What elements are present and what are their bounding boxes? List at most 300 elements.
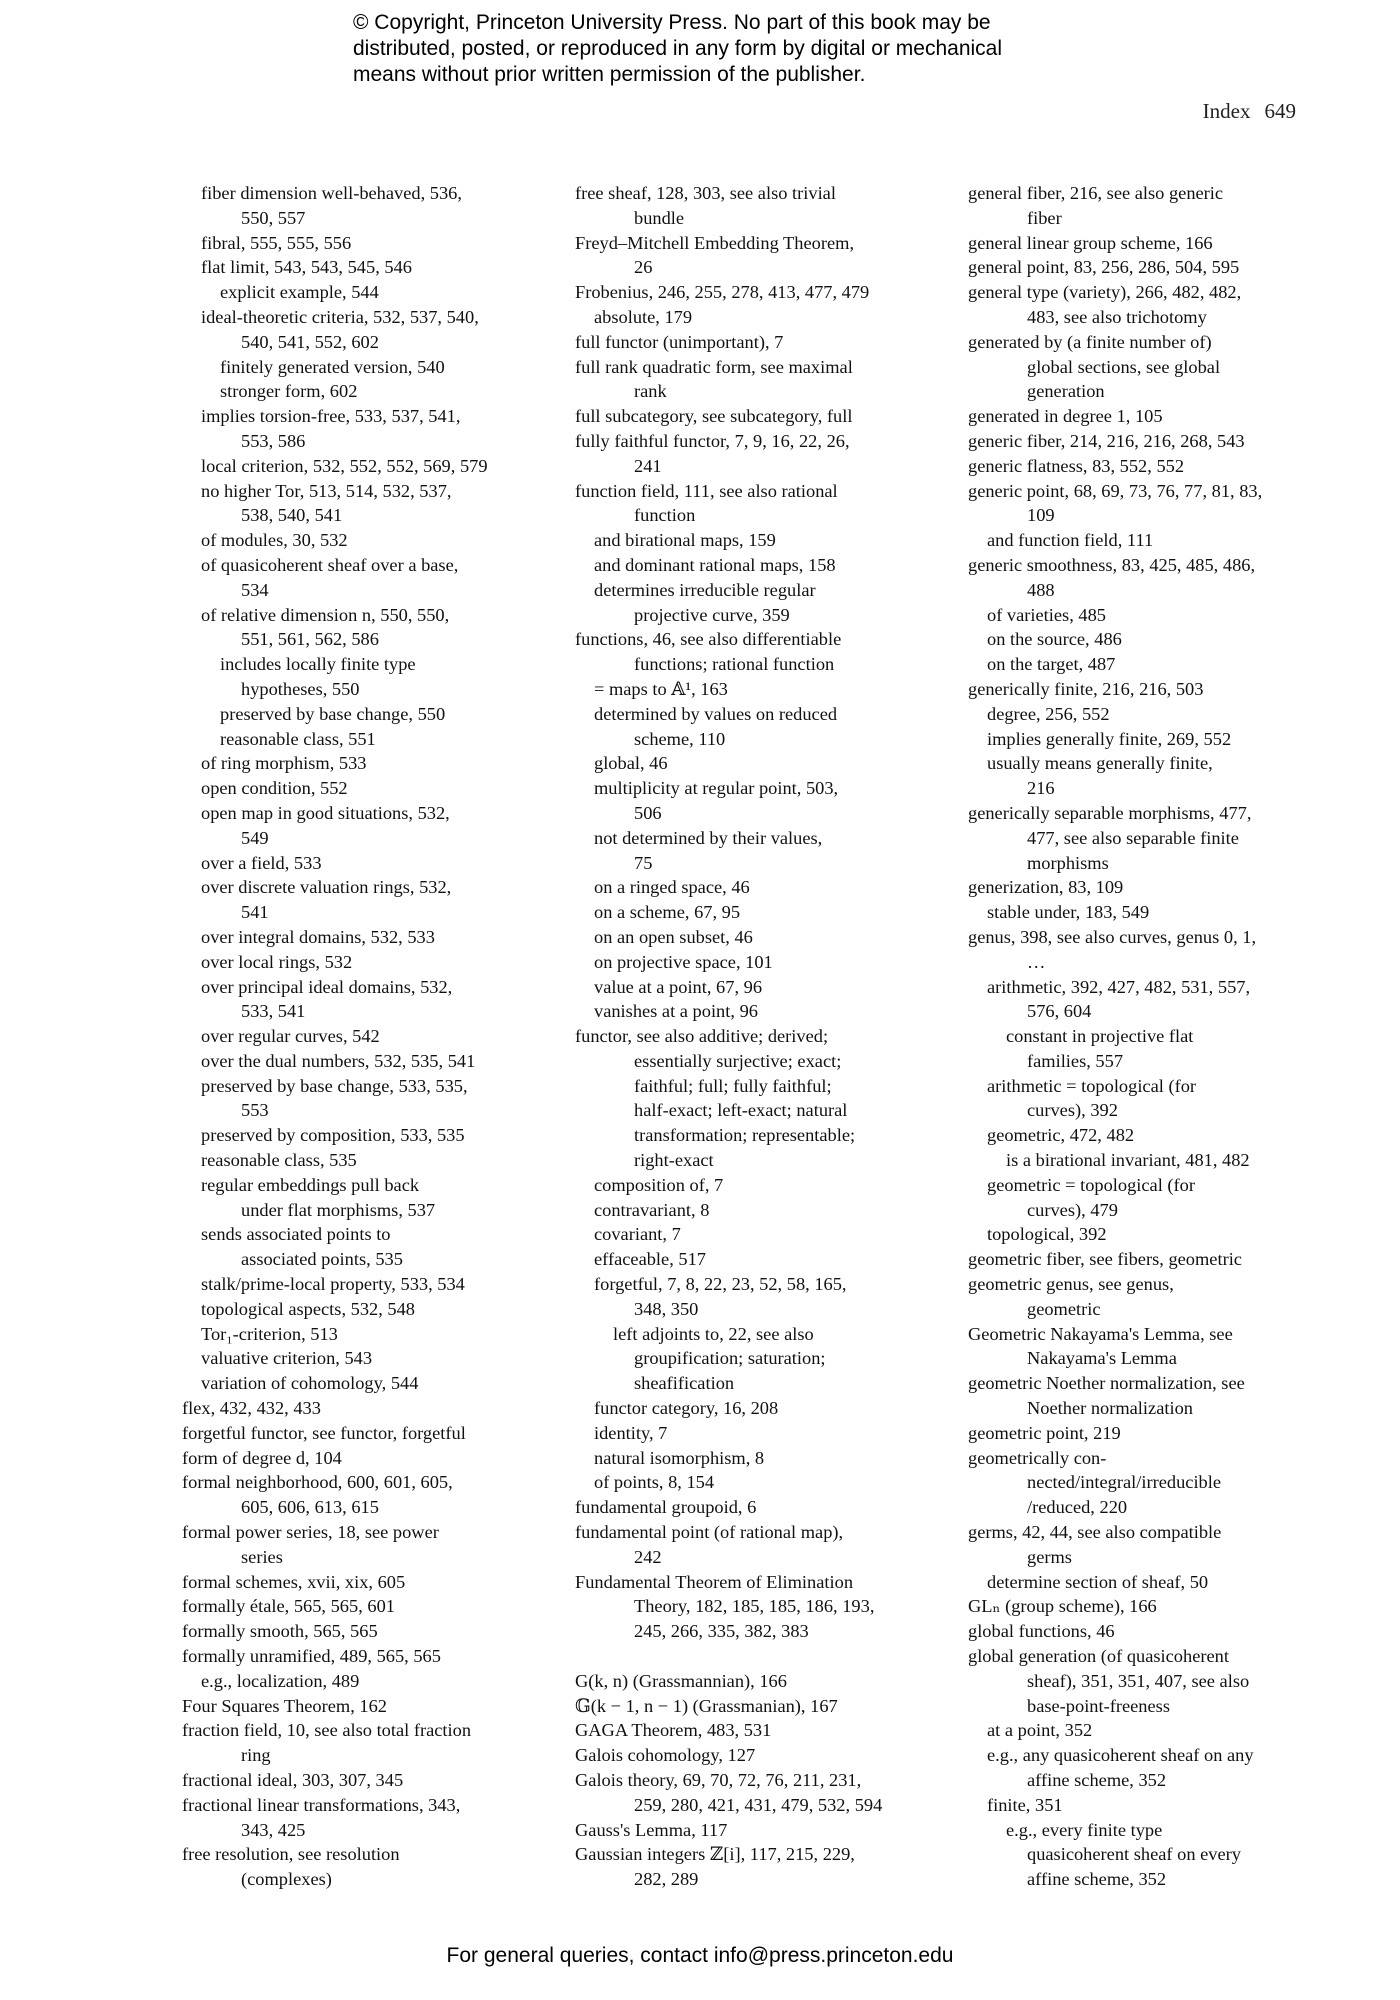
entry-text: over the dual numbers, 532, 535, 541 [201,1050,476,1071]
entry-text: generic point, 68, 69, 73, 76, 77, 81, 83, [968,480,1263,501]
entry-continuation: bundle [634,207,685,228]
entry-text: G(k, n) (Grassmannian), 166 [575,1670,787,1691]
entry-text: fully faithful functor, 7, 9, 16, 22, 26, [575,430,850,451]
entry-text: preserved by base change, 550 [220,703,446,724]
entry-continuation: function [634,505,696,526]
index-entry [968,231,1308,256]
entry-text: on projective space, 101 [594,951,773,972]
entry-continuation: right-exact [634,1150,714,1171]
entry-text: of relative dimension n, 550, 550, [201,604,450,625]
entry-text: at a point, 352 [987,1720,1093,1741]
index-subentry [575,925,920,950]
index-subentry [182,652,527,702]
entry-text: stalk/prime-local property, 533, 534 [201,1274,465,1295]
index-subentry [182,1173,527,1223]
entry-text: valuative criterion, 543 [201,1348,373,1369]
index-subentry [182,1297,527,1322]
entry-continuation: … [1027,951,1046,972]
index-entry [575,1818,920,1843]
entry-text: not determined by their values, [594,827,823,848]
entry-text: forgetful functor, see functor, forgetful [182,1422,466,1443]
index-subentry [575,999,920,1024]
entry-continuation: Theory, 182, 185, 185, 186, 193, [634,1596,875,1617]
entry-text: determine section of sheaf, 50 [987,1571,1209,1592]
index-entry [968,1322,1308,1372]
entry-text: generically separable morphisms, 477, [968,802,1252,823]
index-subentry [182,1222,527,1272]
entry-continuation: 483, see also trichotomy [1027,306,1207,327]
index-subentry [575,776,920,826]
index-subentry [968,1074,1308,1124]
entry-text: fundamental point (of rational map), [575,1522,844,1543]
index-entry [182,1768,527,1793]
index-subentry [182,1346,527,1371]
index-subentry [575,1421,920,1446]
index-entry [968,404,1308,429]
entry-continuation: 538, 540, 541 [241,505,343,526]
index-entry [968,553,1308,603]
entry-text: geometrically con- [968,1447,1107,1468]
entry-text: global, 46 [594,753,668,774]
index-column-1 [182,181,527,1892]
index-entry [575,627,920,677]
entry-text: generic smoothness, 83, 425, 485, 486, [968,554,1256,575]
entry-text: covariant, 7 [594,1224,681,1245]
entry-text: geometric Noether normalization, see [968,1373,1245,1394]
index-subentry [575,702,920,752]
entry-continuation: fiber [1027,207,1062,228]
entry-text: stronger form, 602 [220,381,358,402]
entry-text: on an open subset, 46 [594,926,753,947]
index-entry [182,1421,527,1446]
index-entry [575,330,920,355]
entry-continuation: germs [1027,1546,1072,1567]
entry-text: on a scheme, 67, 95 [594,902,741,923]
entry-text: generic flatness, 83, 552, 552 [968,455,1185,476]
index-subentry [575,1198,920,1223]
index-entry [182,1644,527,1669]
entry-text: geometric point, 219 [968,1422,1121,1443]
index-column-3 [968,181,1308,1892]
entry-continuation: /reduced, 220 [1027,1497,1128,1518]
index-entry [968,429,1308,454]
entry-text: open map in good situations, 532, [201,802,450,823]
index-subentry [968,1793,1308,1818]
index-entry [968,255,1308,280]
entry-text: degree, 256, 552 [987,703,1110,724]
entry-continuation: 488 [1027,579,1055,600]
entry-text: GAGA Theorem, 483, 531 [575,1720,772,1741]
entry-continuation: 75 [634,852,653,873]
index-subentry [575,578,920,628]
index-entry [968,1272,1308,1322]
index-entry [575,1570,920,1644]
index-subentry [575,1396,920,1421]
entry-text: and dominant rational maps, 158 [594,554,836,575]
entry-text: left adjoints to, 22, see also [613,1323,814,1344]
index-subentry [182,727,527,752]
index-subentry [968,1570,1308,1595]
index-entry [182,1570,527,1595]
entry-continuation: transformation; representable; [634,1125,856,1146]
entry-continuation: sheaf), 351, 351, 407, see also [1027,1670,1250,1691]
index-entry [968,454,1308,479]
index-entry [968,1520,1308,1570]
entry-text: reasonable class, 535 [201,1150,357,1171]
entry-text: determines irreducible regular [594,579,816,600]
index-subentry [575,1247,920,1272]
entry-continuation: 549 [241,827,269,848]
entry-continuation: 541 [241,902,269,923]
index-entry [182,1694,527,1719]
entry-text: of modules, 30, 532 [201,530,348,551]
index-subentry [575,950,920,975]
entry-continuation: faithful; full; fully faithful; [634,1075,832,1096]
index-subentry [182,1024,527,1049]
index-subentry [182,1049,527,1074]
index-entry [182,1619,527,1644]
entry-text: formally étale, 565, 565, 601 [182,1596,395,1617]
entry-text: topological aspects, 532, 548 [201,1298,416,1319]
index-subentry [182,1148,527,1173]
index-entry [575,479,920,529]
index-entry [575,355,920,405]
entry-text: regular embeddings pull back [201,1174,420,1195]
entry-continuation: 553 [241,1100,269,1121]
index-subentry [182,603,527,653]
entry-continuation: half-exact; left-exact; natural [634,1100,848,1121]
index-subentry [182,975,527,1025]
index-entry [968,1371,1308,1421]
entry-continuation: 553, 586 [241,430,306,451]
index-subentry [182,528,527,553]
index-entry [575,1768,920,1818]
entry-continuation: 534 [241,579,269,600]
section-gap [575,1644,920,1669]
entry-text: e.g., any quasicoherent sheaf on any [987,1745,1254,1766]
index-subentry [968,727,1308,752]
index-entry [968,925,1308,975]
entry-text: form of degree d, 104 [182,1447,342,1468]
entry-text: e.g., every finite type [1006,1819,1163,1840]
index-subentry [968,1718,1308,1743]
index-subentry [575,900,920,925]
index-subentry [968,603,1308,628]
entry-text: constant in projective flat [1006,1026,1194,1047]
entry-text: general fiber, 216, see also generic [968,183,1224,203]
index-entry [968,1446,1308,1520]
entry-text: identity, 7 [594,1422,668,1443]
entry-text: preserved by base change, 533, 535, [201,1075,468,1096]
index-subentry [182,1322,527,1347]
entry-continuation: 26 [634,257,653,278]
index-subentry [182,950,527,975]
entry-text: ideal-theoretic criteria, 532, 537, 540, [201,306,479,327]
index-subentry [182,231,527,256]
index-entry [968,1247,1308,1272]
entry-text: Frobenius, 246, 255, 278, 413, 477, 479 [575,282,870,303]
index-subentry [182,875,527,925]
index-subentry [968,1173,1308,1223]
entry-text: e.g., localization, 489 [201,1670,360,1691]
entry-text: vanishes at a point, 96 [594,1001,758,1022]
index-entry [575,181,920,231]
entry-text: finitely generated version, 540 [220,356,445,377]
entry-text: forgetful, 7, 8, 22, 23, 52, 58, 165, [594,1274,847,1295]
entry-text: functions, 46, see also differentiable [575,629,842,650]
entry-continuation: 477, see also separable finite [1027,827,1239,848]
index-column-2 [575,181,920,1892]
entry-continuation: (complexes) [241,1869,332,1890]
index-entry [968,1421,1308,1446]
copyright-line: means without prior written permission of the publisher. [353,63,866,86]
entry-text: generated by (a finite number of) [968,331,1212,352]
entry-text: general linear group scheme, 166 [968,232,1213,253]
entry-text: value at a point, 67, 96 [594,976,763,997]
index-entry [182,1793,527,1843]
entry-text: of ring morphism, 533 [201,753,367,774]
index-subentry [968,1743,1308,1793]
entry-text: effaceable, 517 [594,1249,706,1270]
index-subentry [182,801,527,851]
entry-continuation: global sections, see global [1027,356,1221,377]
entry-continuation: curves), 392 [1027,1100,1118,1121]
entry-text: GLₙ (group scheme), 166 [968,1596,1157,1617]
index-subentry [575,528,920,553]
entry-text: genus, 398, see also curves, genus 0, 1, [968,926,1257,947]
index-entry [968,330,1308,404]
entry-text: over discrete valuation rings, 532, [201,877,452,898]
entry-text: geometric genus, see genus, [968,1274,1174,1295]
running-head-section: Index [1202,99,1251,123]
entry-text: free sheaf, 128, 303, see also trivial [575,183,836,203]
index-entry [575,404,920,429]
index-entry [575,280,920,305]
entry-text: and function field, 111 [987,530,1154,551]
entry-text: formal neighborhood, 600, 601, 605, [182,1472,453,1493]
index-entry [575,1520,920,1570]
entry-text: arithmetic = topological (for [987,1075,1197,1096]
index-entry [575,1495,920,1520]
index-subentry [182,280,527,305]
entry-text: Gauss's Lemma, 117 [575,1819,728,1840]
index-subentry [968,1123,1308,1148]
entry-text: preserved by composition, 533, 535 [201,1125,465,1146]
index-subentry [575,975,920,1000]
index-subentry [575,826,920,876]
entry-text: variation of cohomology, 544 [201,1373,419,1394]
entry-text: full functor (unimportant), 7 [575,331,784,352]
entry-text: over a field, 533 [201,852,322,873]
entry-text: fiber dimension well-behaved, 536, [201,183,462,203]
index-subentry [575,553,920,578]
entry-text: of points, 8, 154 [594,1472,715,1493]
entry-text: functor category, 16, 208 [594,1398,779,1419]
index-subentry [182,776,527,801]
entry-text: generated in degree 1, 105 [968,406,1163,427]
index-entry [182,1842,527,1892]
index-entry [968,1594,1308,1619]
index-entry [575,1718,920,1743]
index-subentry [968,702,1308,727]
index-subentry [575,1222,920,1247]
entry-text: germs, 42, 44, see also compatible [968,1522,1222,1543]
entry-continuation: scheme, 110 [634,728,726,749]
entry-continuation: quasicoherent sheaf on every [1027,1844,1241,1865]
entry-continuation: geometric [1027,1298,1101,1319]
index-subentry [968,1148,1308,1173]
entry-continuation: rank [634,381,667,402]
entry-continuation: 242 [634,1546,662,1567]
index-subentry [182,1669,527,1694]
entry-continuation: essentially surjective; exact; [634,1050,842,1071]
entry-text: reasonable class, 551 [220,728,376,749]
copyright-line: distributed, posted, or reproduced in any form by digital or mechanical [353,37,1003,60]
index-entry [968,280,1308,330]
index-subentry [182,1074,527,1124]
entry-continuation: nected/integral/irreducible [1027,1472,1222,1493]
running-head [1203,99,1296,124]
index-entry [182,1396,527,1421]
index-subentry [182,751,527,776]
entry-text: fraction field, 10, see also total fraction [182,1720,472,1741]
entry-continuation: base-point-freeness [1027,1695,1170,1716]
index-subentry [182,702,527,727]
entry-text: topological, 392 [987,1224,1107,1245]
entry-text: of quasicoherent sheaf over a base, [201,554,459,575]
entry-text: is a birational invariant, 481, 482 [1006,1150,1250,1171]
entry-continuation: 343, 425 [241,1819,306,1840]
entry-text: on the target, 487 [987,654,1116,675]
entry-text: function field, 111, see also rational [575,480,838,501]
entry-continuation: 551, 561, 562, 586 [241,629,379,650]
entry-text: on a ringed space, 46 [594,877,750,898]
index-entry [575,1669,920,1694]
entry-text: natural isomorphism, 8 [594,1447,765,1468]
entry-continuation: projective curve, 359 [634,604,790,625]
index-subentry [182,851,527,876]
entry-text: formally unramified, 489, 565, 565 [182,1646,441,1667]
entry-continuation: hypotheses, 550 [241,678,360,699]
entry-text: sends associated points to [201,1224,391,1245]
entry-continuation: series [241,1546,283,1567]
index-entry [182,1470,527,1520]
entry-text: stable under, 183, 549 [987,902,1150,923]
index-entry [575,1842,920,1892]
entry-continuation: 245, 266, 335, 382, 383 [634,1621,809,1642]
entry-text: = maps to 𝔸¹, 163 [594,678,728,699]
index-subentry [182,479,527,529]
index-subentry [182,305,527,355]
entry-text: formally smooth, 565, 565 [182,1621,378,1642]
entry-text: fractional ideal, 303, 307, 345 [182,1770,404,1790]
entry-continuation: ring [241,1745,271,1766]
entry-text: finite, 351 [987,1794,1063,1815]
index-subentry [968,975,1308,1025]
index-subentry [968,528,1308,553]
copyright-line: © Copyright, Princeton University Press. No part of this book may be [353,11,991,34]
entry-text: general point, 83, 256, 286, 504, 595 [968,257,1240,278]
entry-text: functor, see also additive; derived; [575,1026,829,1047]
index-subentry [968,652,1308,677]
index-entry [575,429,920,479]
entry-continuation: 576, 604 [1027,1001,1092,1022]
index-subentry [182,925,527,950]
entry-text: Galois theory, 69, 70, 72, 76, 211, 231, [575,1770,862,1790]
entry-continuation: 506 [634,802,662,823]
index-subentry [575,1173,920,1198]
entry-text: fundamental groupoid, 6 [575,1497,757,1518]
entry-text: generically finite, 216, 216, 503 [968,678,1204,699]
entry-continuation: 540, 541, 552, 602 [241,331,379,352]
entry-text: open condition, 552 [201,778,348,799]
index-subentry [182,255,527,280]
index-subentry [575,1446,920,1471]
page-number: 649 [1264,99,1296,123]
entry-text: absolute, 179 [594,306,693,327]
entry-text: explicit example, 544 [220,282,379,303]
index-subentry [575,677,920,702]
index-entry [575,1694,920,1719]
entry-continuation: 550, 557 [241,207,306,228]
index-entry [968,801,1308,875]
index-subentry [182,1371,527,1396]
entry-text: general type (variety), 266, 482, 482, [968,282,1242,303]
index-subentry [575,1322,920,1396]
entry-text: fractional linear transformations, 343, [182,1794,461,1815]
entry-continuation: 533, 541 [241,1001,306,1022]
index-subentry [182,454,527,479]
index-entry [968,1619,1308,1644]
entry-text: composition of, 7 [594,1174,724,1195]
entry-continuation: Nakayama's Lemma [1027,1348,1177,1369]
entry-text: full subcategory, see subcategory, full [575,406,853,427]
entry-continuation: affine scheme, 352 [1027,1770,1167,1790]
entry-text: over principal ideal domains, 532, [201,976,453,997]
index-subentry [182,355,527,380]
entry-text: global generation (of quasicoherent [968,1646,1229,1667]
index-entry [182,1594,527,1619]
entry-text: on the source, 486 [987,629,1122,650]
entry-text: contravariant, 8 [594,1199,710,1220]
entry-continuation: groupification; saturation; [634,1348,826,1369]
entry-continuation: 282, 289 [634,1869,699,1890]
index-entry [968,479,1308,529]
entry-text: over regular curves, 542 [201,1026,380,1047]
entry-text: Freyd–Mitchell Embedding Theorem, [575,232,855,253]
entry-continuation: associated points, 535 [241,1249,403,1270]
entry-text: fibral, 555, 555, 556 [201,232,352,253]
footer-contact: For general queries, contact info@press.princeton.edu [446,1944,954,1967]
index-entry [575,231,920,281]
index-subentry [575,1272,920,1322]
index-entry [968,181,1308,231]
entry-text: implies torsion-free, 533, 537, 541, [201,406,461,427]
index-entry [968,875,1308,900]
index-subentry [968,900,1308,925]
entry-continuation: morphisms [1027,852,1109,873]
entry-text: free resolution, see resolution [182,1844,400,1865]
entry-text: global functions, 46 [968,1621,1115,1642]
entry-continuation: affine scheme, 352 [1027,1869,1167,1890]
index-entry [575,1743,920,1768]
entry-text: formal power series, 18, see power [182,1522,439,1543]
index-subentry [968,627,1308,652]
entry-continuation: sheafification [634,1373,735,1394]
entry-text: full rank quadratic form, see maximal [575,356,853,377]
entry-text: Geometric Nakayama's Lemma, see [968,1323,1233,1344]
entry-continuation: 109 [1027,505,1055,526]
